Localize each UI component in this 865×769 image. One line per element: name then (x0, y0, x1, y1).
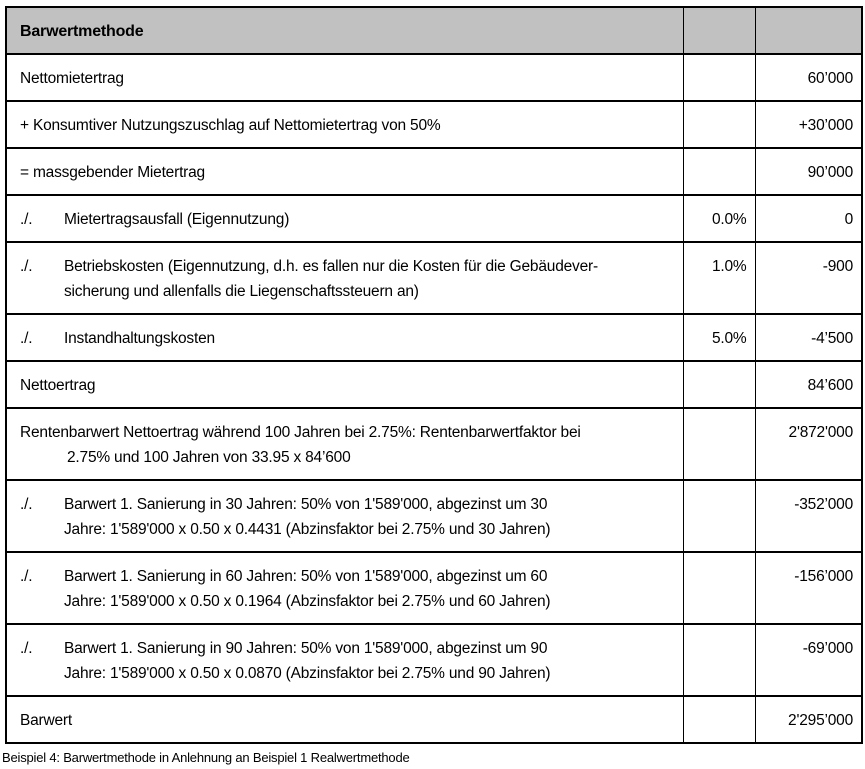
row-label-cell (6, 696, 683, 743)
row-label-line1: Rentenbarwert Nettoertrag während 100 Jahren bei 2.75%: Rentenbarwertfaktor bei (20, 424, 581, 441)
row-label-cell (6, 361, 683, 408)
table-row (6, 101, 862, 148)
row-label-line1: Mietertragsausfall (Eigennutzung) (64, 211, 290, 228)
table-row (6, 408, 862, 480)
table-row (6, 696, 862, 743)
row-label-line2: Jahre: 1'589'000 x 0.50 x 0.0870 (Abzinsfaktor bei 2.75% und 90 Jahren) (64, 665, 551, 682)
row-label-cell (6, 54, 683, 101)
barwertmethode-table (5, 6, 863, 744)
row-value-cell: 84’600 (755, 361, 862, 408)
table-caption: Beispiel 4: Barwertmethode in Anlehnung an Beispiel 1 Realwertmethode (2, 750, 410, 765)
deduction-prefix: ./. (20, 258, 33, 275)
row-value-cell: 2'295’000 (755, 696, 862, 743)
table-title: Barwertmethode (6, 7, 683, 54)
row-label-cell (6, 242, 683, 314)
row-label-line2: Jahre: 1'589'000 x 0.50 x 0.1964 (Abzinsfaktor bei 2.75% und 60 Jahren) (64, 593, 551, 610)
row-percent-cell (683, 624, 755, 696)
row-percent-cell (683, 552, 755, 624)
row-label-line2: Jahre: 1'589'000 x 0.50 x 0.4431 (Abzinsfaktor bei 2.75% und 30 Jahren) (64, 521, 551, 538)
row-label-cell (6, 148, 683, 195)
row-label-line1: Barwert 1. Sanierung in 90 Jahren: 50% von 1'589'000, abgezinst um 90 (64, 640, 548, 657)
row-percent-cell: 5.0% (683, 314, 755, 361)
row-percent-cell (683, 696, 755, 743)
table-row (6, 148, 862, 195)
row-value-cell: 90’000 (755, 148, 862, 195)
deduction-prefix: ./. (20, 330, 33, 347)
row-label-line1: Barwert 1. Sanierung in 30 Jahren: 50% von 1'589'000, abgezinst um 30 (64, 496, 548, 513)
row-percent-cell: 1.0% (683, 242, 755, 314)
deduction-prefix: ./. (20, 496, 33, 513)
deduction-prefix: ./. (20, 640, 33, 657)
row-percent-cell (683, 54, 755, 101)
header-value-cell (755, 7, 862, 54)
table-body (6, 54, 862, 743)
row-label-cell (6, 195, 683, 242)
row-label-line2: 2.75% und 100 Jahren von 33.95 x 84’600 (67, 449, 351, 466)
row-label-line1: = massgebender Mietertrag (20, 164, 205, 181)
row-label-line1: Nettoertrag (20, 377, 96, 394)
row-percent-cell (683, 148, 755, 195)
row-value-cell: 60’000 (755, 54, 862, 101)
row-label-cell (6, 101, 683, 148)
table-row (6, 195, 862, 242)
row-percent-cell: 0.0% (683, 195, 755, 242)
row-value-cell: -4’500 (755, 314, 862, 361)
table-row (6, 624, 862, 696)
table-row (6, 480, 862, 552)
table-row (6, 242, 862, 314)
row-value-cell: -352’000 (755, 480, 862, 552)
row-label-line1: Barwert (20, 712, 73, 729)
deduction-prefix: ./. (20, 211, 33, 228)
row-value-cell: +30’000 (755, 101, 862, 148)
table-row (6, 54, 862, 101)
table-row (6, 552, 862, 624)
row-percent-cell (683, 408, 755, 480)
row-label-line1: + Konsumtiver Nutzungszuschlag auf Nettomietertrag von 50% (20, 117, 441, 134)
row-percent-cell (683, 101, 755, 148)
table-row (6, 361, 862, 408)
row-value-cell: 0 (755, 195, 862, 242)
row-label-line1: Nettomietertrag (20, 70, 124, 87)
row-label-line1: Barwert 1. Sanierung in 60 Jahren: 50% von 1'589'000, abgezinst um 60 (64, 568, 548, 585)
row-label-cell (6, 552, 683, 624)
row-label-cell (6, 408, 683, 480)
row-label-cell (6, 624, 683, 696)
row-percent-cell (683, 480, 755, 552)
row-value-cell: 2'872'000 (755, 408, 862, 480)
table-row (6, 314, 862, 361)
deduction-prefix: ./. (20, 568, 33, 585)
row-label-cell (6, 480, 683, 552)
table-header-row (6, 7, 862, 54)
row-value-cell: -69’000 (755, 624, 862, 696)
row-label-line2: sicherung und allenfalls die Liegenschaftssteuern an) (64, 283, 419, 300)
row-label-line1: Betriebskosten (Eigennutzung, d.h. es fallen nur die Kosten für die Gebäudever- (64, 258, 598, 275)
header-percent-cell (683, 7, 755, 54)
row-label-cell (6, 314, 683, 361)
row-value-cell: -900 (755, 242, 862, 314)
row-value-cell: -156’000 (755, 552, 862, 624)
row-percent-cell (683, 361, 755, 408)
row-label-line1: Instandhaltungskosten (64, 330, 215, 347)
